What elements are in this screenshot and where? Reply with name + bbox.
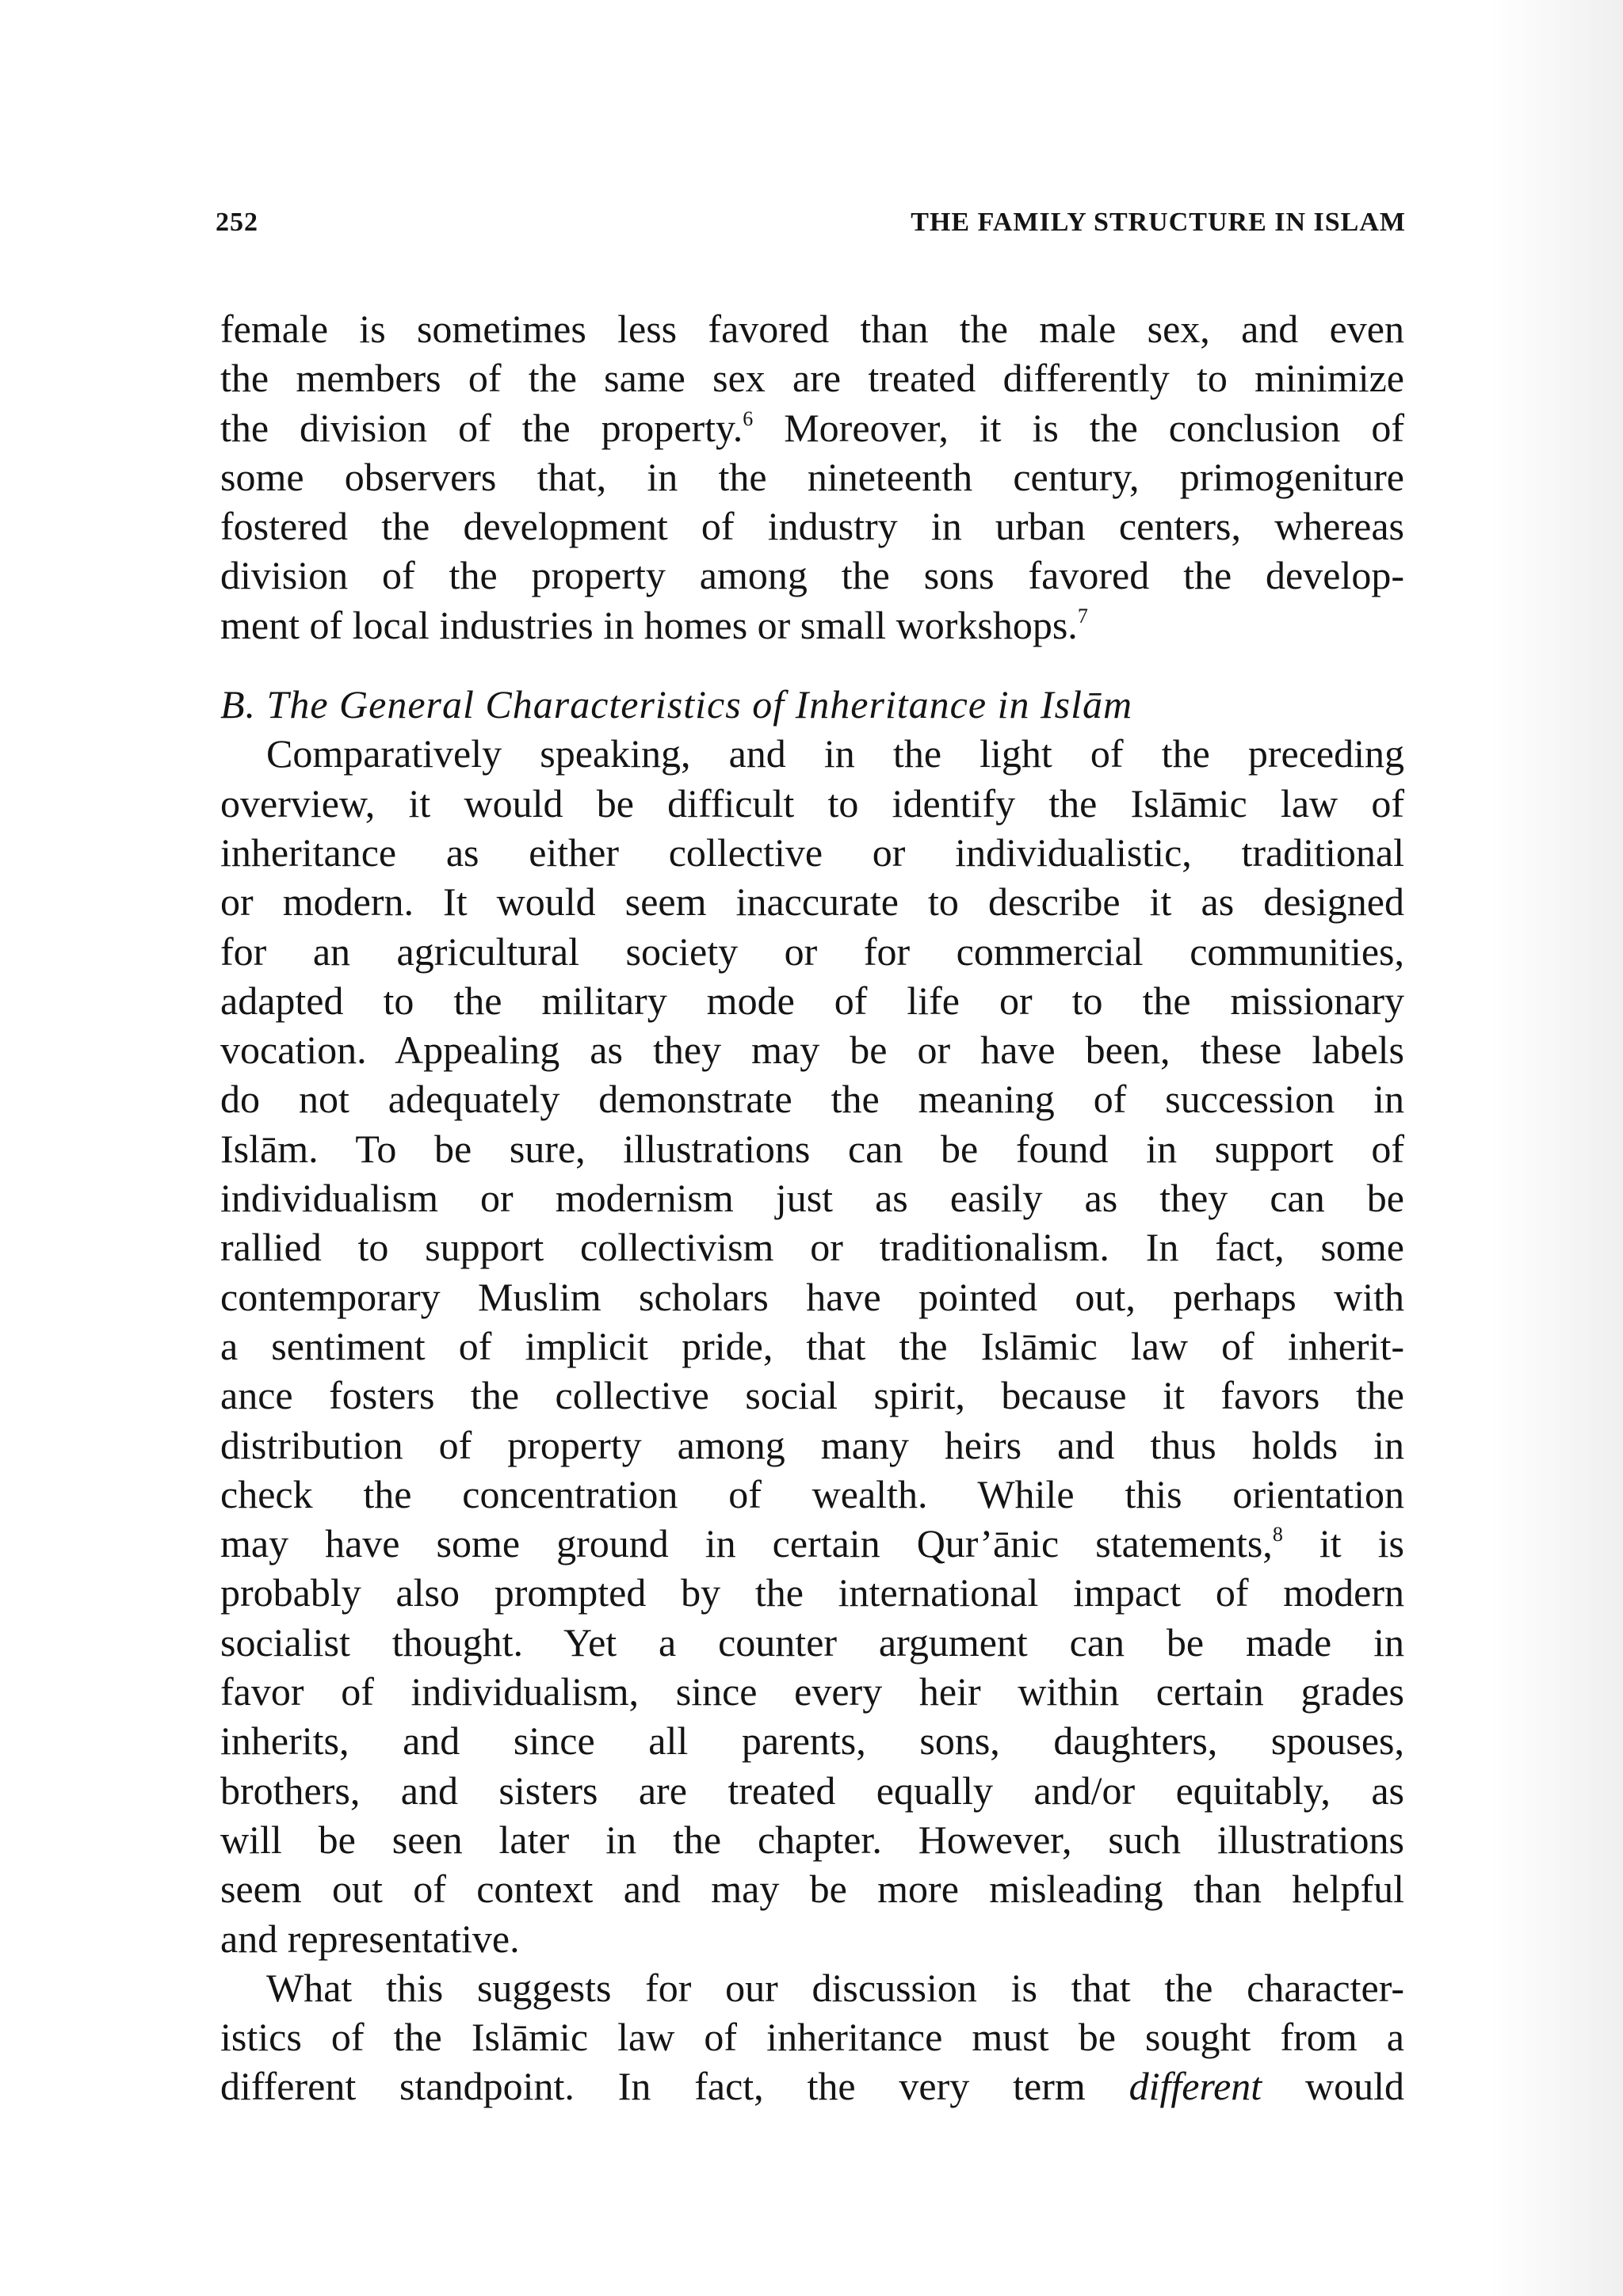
text-line: and representative. [220,1916,520,1961]
text-line: favor of individualism, since every heir within certain grades [220,1669,1404,1714]
continuation-paragraph [220,304,1404,650]
text-line: What this suggests for our discussion is that the character- [266,1965,1404,2010]
paragraph-gap [220,650,1404,680]
text-line: probably also prompted by the international impact of modern [220,1570,1404,1615]
text-line: check the concentration of wealth. While this orientation [220,1471,1404,1516]
text-line: will be seen later in the chapter. However, such illustrations [220,1817,1404,1862]
paragraph-2 [220,1963,1404,2111]
text-line: fostered the development of industry in urban centers, whereas [220,504,1404,549]
running-head [216,208,1406,246]
text-line: female is sometimes less favored than the male sex, and even [220,307,1404,351]
text-line: a sentiment of implicit pride, that the Islāmic law of inherit- [220,1323,1404,1368]
text-line [220,2061,1404,2111]
text-run: it is [1282,1521,1404,1566]
text-line: rallied to support collectivism or traditionalism. In fact, some [220,1225,1404,1270]
text-line: overview, it would be difficult to identify the Islāmic law of [220,780,1404,826]
emphasized-word: different [1128,2064,1262,2109]
text-run: Moreover, it is the conclusion of [753,405,1404,450]
footnote-ref: 6 [743,406,754,430]
text-line: brothers, and sisters are treated equally and/or equitably, as [220,1768,1404,1813]
section-heading: B. The General Characteristics of Inheritance in Islām [220,682,1133,727]
text-line: inheritance as either collective or individualistic, traditional [220,830,1404,875]
text-line: seem out of context and may be more misleading than helpful [220,1867,1404,1912]
text-run: ment of local industries in homes or small workshops. [220,602,1078,647]
text-line [220,601,1404,650]
running-title: THE FAMILY STRUCTURE IN ISLAM [911,208,1406,237]
text-line [220,1519,1404,1568]
text-line: socialist thought. Yet a counter argument can be made in [220,1619,1404,1665]
text-line: or modern. It would seem inaccurate to describe it as designed [220,879,1404,925]
text-run: may have some ground in certain Qur’ānic statements, [220,1521,1273,1566]
footnote-ref: 8 [1272,1523,1283,1547]
text-run: would [1262,2064,1405,2109]
text-line: ance fosters the collective social spirit, because it favors the [220,1373,1404,1418]
text-run: different standpoint. In fact, the very term [220,2064,1129,2109]
text-line: istics of the Islāmic law of inheritance must be sought from a [220,2015,1404,2060]
body-text [220,304,1404,2111]
footnote-ref: 7 [1077,604,1088,627]
page-number: 252 [216,208,258,237]
text-line: adapted to the military mode of life or to the missionary [220,978,1404,1023]
text-run: the division of the property. [220,405,743,450]
paragraph-1 [220,729,1404,1962]
text-line: some observers that, in the nineteenth century, primogeniture [220,454,1404,499]
text-line: distribution of property among many heirs and thus holds in [220,1422,1404,1467]
text-line: for an agricultural society or for commercial communities, [220,929,1404,974]
text-line: the members of the same sex are treated differently to minimize [220,356,1404,401]
text-line: inherits, and since all parents, sons, daughters, spouses, [220,1718,1404,1764]
text-line: do not adequately demonstrate the meaning of succession in [220,1077,1404,1122]
text-line: Comparatively speaking, and in the light of the preceding [266,731,1404,776]
text-line [220,403,1404,452]
text-line: individualism or modernism just as easily as they can be [220,1176,1404,1221]
text-line: contemporary Muslim scholars have pointed out, perhaps with [220,1274,1404,1319]
text-line: division of the property among the sons favored the develop- [220,553,1404,598]
page-edge-shadow [1488,0,1623,2296]
text-line: Islām. To be sure, illustrations can be found in support of [220,1126,1404,1171]
text-line: vocation. Appealing as they may be or have been, these labels [220,1028,1404,1073]
